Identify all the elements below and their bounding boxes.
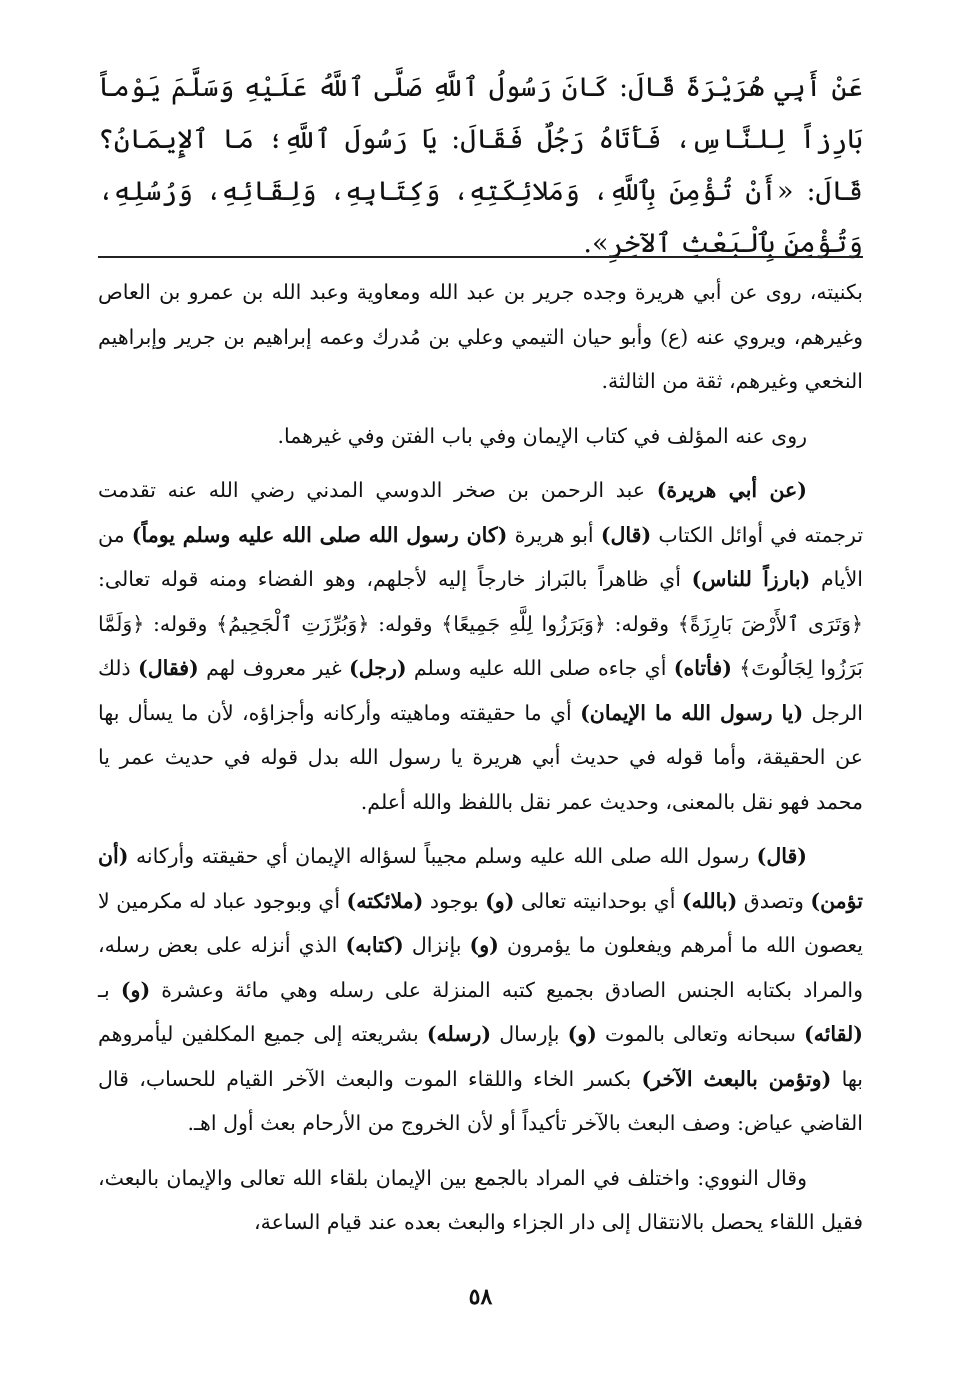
commentary-paragraph-author-note: روى عنه المؤلف في كتاب الإيمان وفي باب الفتن وفي غيرهما. <box>277 423 807 448</box>
bold-term: (كان رسول الله صلى الله عليه وسلم يوماً) <box>131 522 508 547</box>
bold-term: (بارزاً للناس) <box>691 567 811 591</box>
bold-term: (و) <box>567 1022 597 1046</box>
bold-term: (فقال) <box>138 656 199 680</box>
bold-term: (و) <box>469 933 499 957</box>
bold-term: (كتابه) <box>345 933 404 957</box>
commentary-text: الذي أنزله على بعض رسله، والمراد بكتابه الجنس الصادق بجميع كتبه المنزلة على رسله وهي مائة وعشرة <box>98 933 863 1002</box>
bold-term: (فأتاه) <box>673 656 732 680</box>
commentary-section <box>98 270 863 1245</box>
bold-term: (قال) <box>756 844 807 868</box>
commentary-text: بكسر الخاء واللقاء الموت والبعث الآخر القيام للحساب، قال القاضي عياض: وصف البعث بالآخر تأكيداً أو لأن الخروج من الأرحام بعث أول اهـ. <box>98 1066 863 1135</box>
book-page <box>98 0 863 1376</box>
bold-term: (أن تؤمن) <box>98 844 863 913</box>
commentary-text: أبو هريرة <box>507 522 601 547</box>
commentary-text: بوجود <box>423 888 486 913</box>
commentary-paragraph-narrator: بكنيته، روى عن أبي هريرة وجده جرير بن عبد الله ومعاوية وعبد الله بن عمرو بن العاص وغيرهم، ويروي عنه (ع) وأبو حيان التيمي وعلي بن مُدرك وعمه إبراهيم بن جرير وإبراهيم النخعي وغيرهم، ثقة من الثالثة. <box>98 280 863 393</box>
hadith-text: عَنْ أَبِي هُرَيْرَةَ قَالَ: كَانَ رَسُولُ ٱللَّهِ صَلَّى ٱللَّهُ عَلَيْهِ وَسَلَّمَ يَوْماً بَارِزاً لِلنَّاسِ، فَأَتَاهُ رَجُلٌ فَقَالَ: يَا رَسُولَ ٱللَّهِ؛ مَا ٱلإِيمَانُ؟ قَالَ: «أَنْ تُؤْمِنَ بِٱللَّهِ، وَمَلائِكَتِهِ، وَكِتَابِهِ، وَلِقَائِهِ، وَرُسُلِهِ، وَتُؤْمِنَ بِٱلْبَعْثِ ٱلآخِرِ». <box>98 72 863 259</box>
commentary-text: أي بوحدانيته تعالى <box>514 888 682 913</box>
commentary-paragraph-pillars <box>98 834 863 1146</box>
bold-term: (لقائه) <box>804 1022 863 1046</box>
commentary-text: بإرسال <box>491 1022 568 1046</box>
commentary-text: بـ <box>98 977 121 1002</box>
commentary-text: عبد الرحمن بن صخر الدوسي المدني رضي الله عنه تقدمت ترجمته في أوائل الكتاب <box>98 478 864 547</box>
bold-term: (وتؤمن بالبعث الآخر) <box>641 1066 832 1091</box>
commentary-text: أي ما حقيقته وماهيته وأركانه وأجزاؤه، لأن ما يسأل بها عن الحقيقة، وأما قوله في حديث أبي هريرة يا رسول الله بدل قوله في حديث عمر يا محمد فهو نقل بالمعنى، وحديث عمر نقل باللفظ والله أعلم. <box>98 700 863 814</box>
commentary-text: بإنزال <box>403 933 470 957</box>
bold-term: (رسله) <box>426 1022 492 1046</box>
bold-term: (و) <box>120 977 151 1002</box>
bold-term: (رجل) <box>349 656 407 680</box>
commentary-text: من الأيام <box>98 522 863 591</box>
commentary-text: ذلك الرجل <box>98 656 863 725</box>
commentary-text: أي جاءه صلى الله عليه وسلم <box>406 656 674 680</box>
bold-term: (بالله) <box>681 888 738 913</box>
commentary-text: رسول الله صلى الله عليه وسلم مجيباً لسؤاله الإيمان أي حقيقته وأركانه <box>128 844 757 868</box>
bold-term: (يا رسول الله ما الإيمان) <box>580 700 804 725</box>
commentary-text: غير معروف لهم <box>198 656 350 680</box>
footnote-divider <box>98 256 863 258</box>
bold-term: (و) <box>485 888 515 913</box>
commentary-text: أي ظاهراً بالبَراز خارجاً إليه لأجلهم، وهو الفضاء ومنه قوله تعالى: ﴿وَتَرَى ٱلأَرْضَ بَارِزَةً﴾ وقوله: ﴿وَبَرَزُوا لِلَّهِ جَمِيعًا﴾ وقوله: ﴿وَبُرِّزَتِ ٱلْجَحِيمُ﴾ وقوله: ﴿وَلَمَّا بَرَزُوا لِجَالُوتَ﴾ <box>98 567 863 680</box>
bold-term: (ملائكته) <box>346 888 424 913</box>
commentary-text: وتصدق <box>737 888 811 913</box>
bold-term: (قال) <box>600 522 652 547</box>
commentary-text: أي وبوجود عباد له مكرمين لا يعصون الله ما أمرهم ويفعلون ما يؤمرون <box>98 888 863 957</box>
commentary-text: بشريعته إلى جميع المكلفين ليأمروهم بها <box>98 1022 863 1091</box>
commentary-text: سبحانه وتعالى بالموت <box>596 1022 805 1046</box>
commentary-paragraph-explanation <box>98 468 863 824</box>
commentary-paragraph-nawawi: وقال النووي: واختلف في المراد بالجمع بين الإيمان بلقاء الله تعالى والإيمان بالبعث، فقيل اللقاء يحصل بالانتقال إلى دار الجزاء والبعث بعده عند قيام الساعة، <box>98 1165 863 1234</box>
page-number: ٥٨ <box>468 1284 493 1310</box>
bold-term: (عن أبي هريرة) <box>656 478 807 502</box>
